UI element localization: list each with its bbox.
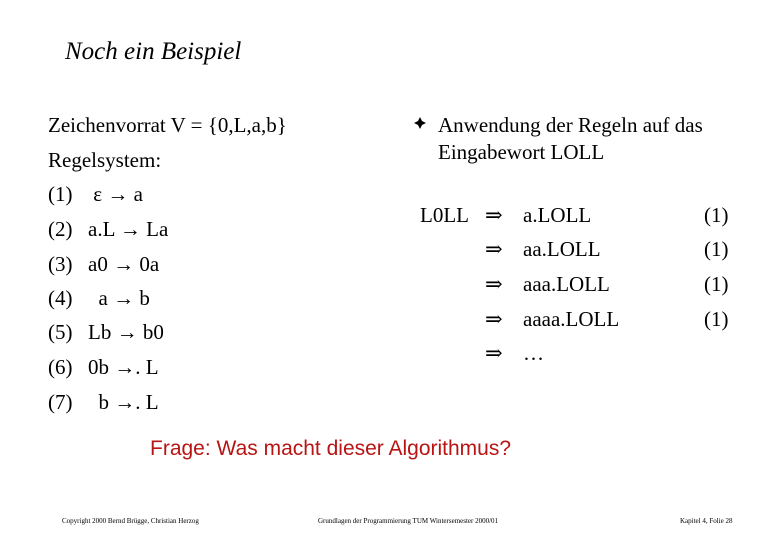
- rule-text: b →. L: [88, 390, 159, 414]
- rule-number: (4): [48, 286, 73, 310]
- rule-line: [48, 252, 159, 277]
- intro-line-1: Anwendung der Regeln auf das: [438, 113, 703, 137]
- rule-number: (5): [48, 320, 73, 344]
- rule-text: ε → a: [88, 182, 143, 206]
- rule-text: 0b →. L: [88, 355, 159, 379]
- derivation-word: aaaa.LOLL: [523, 307, 620, 331]
- derivation-word: aaa.LOLL: [523, 272, 610, 296]
- rule-line: [48, 217, 168, 242]
- rule-line: [48, 320, 164, 345]
- rule-text: a.L → La: [88, 217, 169, 241]
- rule-number: (2): [48, 217, 73, 241]
- rule-number: (6): [48, 355, 73, 379]
- intro-line-2: Eingabewort LOLL: [438, 140, 605, 164]
- start-word: L0LL: [420, 203, 469, 227]
- footer-course: Grundlagen der Programmierung TUM Wintersemester 2000/01: [318, 517, 499, 525]
- derivation-rule: (1): [704, 203, 729, 227]
- rule-line: [48, 355, 159, 380]
- rule-line: [48, 182, 143, 207]
- derivation-rule: (1): [704, 307, 729, 331]
- derivation-arrow: ⇒: [485, 237, 503, 261]
- rules-heading: Regelsystem:: [48, 148, 162, 172]
- derivation-arrow: ⇒: [485, 307, 503, 331]
- rule-text: a0 → 0a: [88, 252, 160, 276]
- derivation-ellipsis: …: [523, 341, 544, 365]
- derivation-rule: (1): [704, 237, 729, 261]
- footer-copyright: Copyright 2000 Bernd Brügge, Christian Herzog: [62, 517, 199, 525]
- rule-text: Lb → b0: [88, 320, 164, 344]
- diamond-bullet-glyph: [414, 117, 426, 129]
- diamond-bullet-icon: [414, 117, 426, 134]
- derivation-word: a.LOLL: [523, 203, 592, 227]
- derivation-arrow: ⇒: [485, 203, 503, 227]
- slide-title: Noch ein Beispiel: [65, 38, 242, 65]
- derivation-word: aa.LOLL: [523, 237, 601, 261]
- rule-line: [48, 390, 159, 415]
- rule-line: [48, 286, 150, 311]
- alphabet-definition: Zeichenvorrat V = {0,L,a,b}: [48, 113, 287, 137]
- rule-number: (3): [48, 252, 73, 276]
- question-text: Frage: Was macht dieser Algorithmus?: [150, 437, 512, 460]
- rule-text: a → b: [88, 286, 150, 310]
- derivation-rule: (1): [704, 272, 729, 296]
- footer-page: Kapitel 4, Folie 28: [680, 517, 733, 525]
- rule-number: (1): [48, 182, 73, 206]
- derivation-arrow: ⇒: [485, 341, 503, 365]
- derivation-arrow: ⇒: [485, 272, 503, 296]
- rule-number: (7): [48, 390, 73, 414]
